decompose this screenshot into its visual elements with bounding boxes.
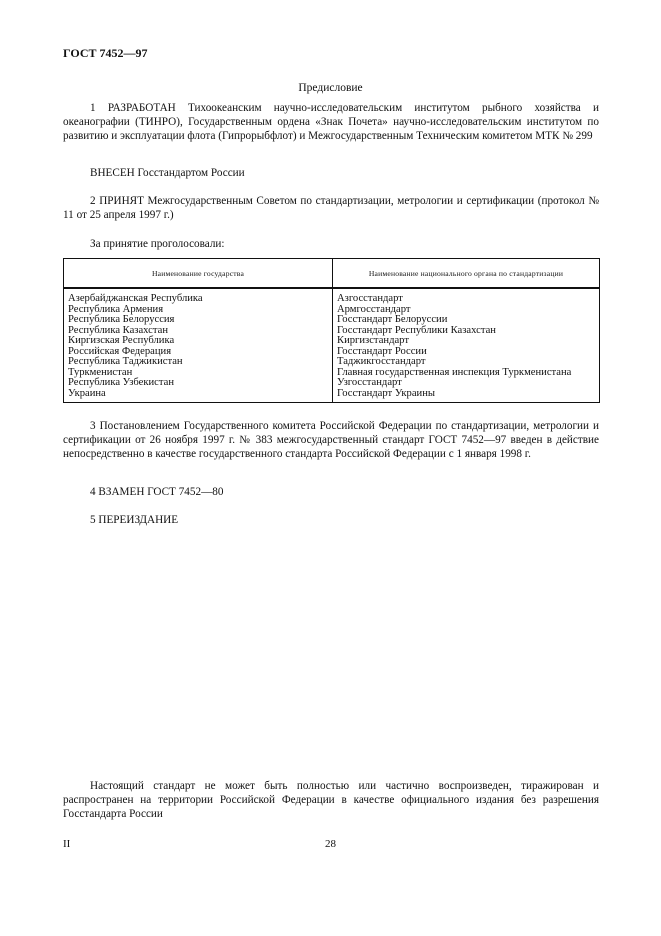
table-cell-state: Киргизская Республика [68, 335, 175, 346]
table-cell-standards-body: Киргизстандарт [337, 335, 409, 346]
table-cell-state: Туркменистан [68, 366, 133, 378]
roman-page-number: II [63, 838, 71, 850]
paragraph-introduced: ВНЕСЕН Госстандартом России [90, 167, 245, 179]
table-cell-standards-body: Таджикгосстандарт [337, 356, 426, 367]
page-number: 28 [325, 838, 336, 850]
table-cell-state: Российская Федерация [68, 345, 172, 357]
table-cell-state: Республика Узбекистан [68, 377, 175, 388]
paragraph-reissue: 5 ПЕРЕИЗДАНИЕ [90, 514, 179, 526]
table-body-row [64, 288, 600, 403]
table-cell-state: Украина [68, 387, 106, 399]
table-cell-standards-body: Госстандарт Белоруссии [337, 314, 448, 325]
copyright-notice: Настоящий стандарт не может быть полностью или частично воспроизведен, тиражирован и распространен на территории Российской Федерации в качестве официального издания без разрешения Госстандарта России [63, 780, 599, 821]
column-header-state: Наименование государства [64, 259, 333, 289]
table-cell-standards-body: Госстандарт Украины [337, 387, 435, 399]
table-cell-state: Республика Казахстан [68, 324, 169, 336]
table-cell-standards-body: Главная государственная инспекция Туркменистана [337, 366, 572, 378]
table-header-row [64, 259, 600, 289]
voting-states-table [63, 258, 600, 403]
paragraph-adopted: 2 ПРИНЯТ Межгосударственным Советом по стандартизации, метрологии и сертификации (протокол № 11 от 25 апреля 1997 г.) [63, 195, 599, 222]
paragraph-decree: 3 Постановлением Государственного комитета Российской Федерации по стандартизации, метрологии и сертификации от 26 ноября 1997 г. № 383 межгосударственный стандарт ГОСТ 7452—97 введен в действие непосредственно в качестве государственного стандарта Российской Федерации с 1 января 1998 г. [63, 420, 599, 461]
states-column [64, 288, 333, 403]
section-heading: Предисловие [298, 82, 363, 94]
document-code: ГОСТ 7452—97 [63, 46, 148, 60]
column-header-standards-body: Наименование национального органа по стандартизации [333, 259, 600, 289]
table-cell-standards-body: Узгосстандарт [337, 377, 402, 388]
table-cell-state: Азербайджанская Республика [68, 293, 203, 304]
table-cell-standards-body: Госстандарт Республики Казахстан [337, 324, 496, 336]
table-cell-state: Республика Таджикистан [68, 356, 183, 367]
table-cell-standards-body: Азгосстандарт [337, 293, 403, 304]
paragraph-voted: За принятие проголосовали: [90, 238, 225, 250]
table-cell-state: Республика Белоруссия [68, 314, 175, 325]
standards-bodies-column [333, 288, 600, 403]
table-cell-standards-body: Госстандарт России [337, 345, 427, 357]
paragraph-replaces: 4 ВЗАМЕН ГОСТ 7452—80 [90, 486, 224, 498]
table-cell-standards-body: Армгосстандарт [337, 303, 411, 315]
table-cell-state: Республика Армения [68, 303, 164, 315]
paragraph-developed: 1 РАЗРАБОТАН Тихоокеанским научно-исследовательским институтом рыбного хозяйства и океанографии (ТИНРО), Государственным ордена «Знак Почета» научно-исследовательским институтом по развитию и эксплуатации флота (Гипрорыбфлот) и Межгосударственным Техническим комитетом МТК № 299 [63, 102, 599, 143]
